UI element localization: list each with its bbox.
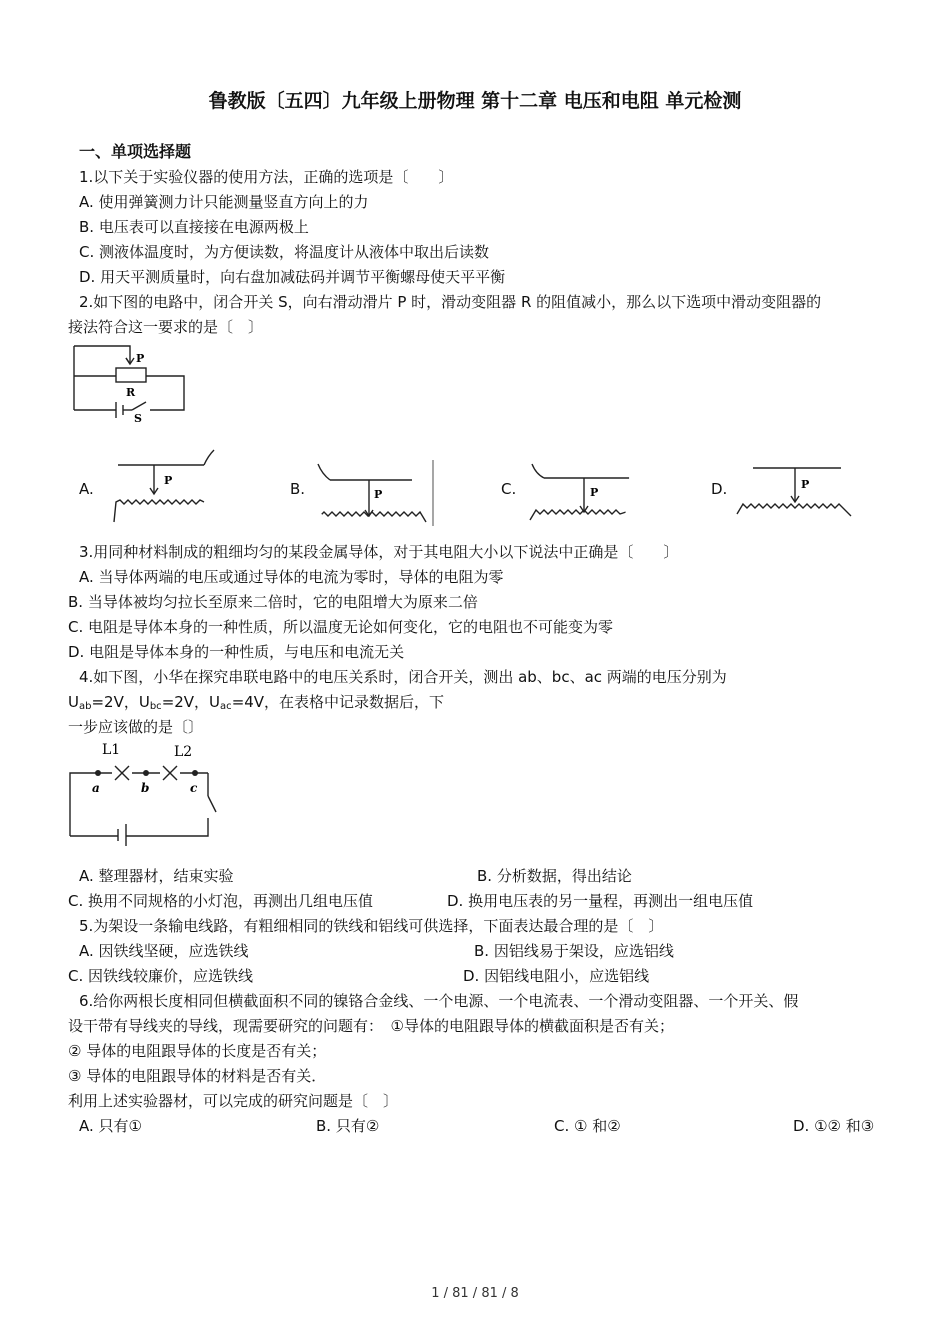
q6-stem-line4: ③ 导体的电阻跟导体的材料是否有关． <box>68 1067 327 1085</box>
fig-label-l2: L2 <box>174 744 193 760</box>
q2-option-d-figure <box>735 460 860 530</box>
fig-label-r: R <box>126 386 136 399</box>
q6-stem-line2: 设干带有导线夹的导线，现需要研究的问题有： ①导体的电阻跟导体的横截面积是否有关； <box>68 1017 674 1035</box>
q1-option-b: B. 电压表可以直接接在电源两极上 <box>79 218 309 236</box>
q1-option-a: A. 使用弹簧测力计只能测量竖直方向上的力 <box>79 193 369 211</box>
q4-option-b: B. 分析数据，得出结论 <box>477 867 632 885</box>
fig-a-label-p: P <box>164 474 173 487</box>
fig-label-c: c <box>190 781 198 795</box>
fig-label-a: a <box>92 781 100 795</box>
fig-c-label-p: P <box>590 486 599 499</box>
q3-option-d: D. 电阻是导体本身的一种性质，与电压和电流无关 <box>68 643 405 661</box>
q2-stem-line1: 2.如下图的电路中，闭合开关 S，向右滑动滑片 P 时，滑动变阻器 R 的阻值减小，那么以下选项中滑动变阻器的 <box>79 293 822 311</box>
q2-option-c-figure <box>528 460 638 530</box>
q5-option-a: A. 因铁线坚硬，应选铁线 <box>79 942 249 960</box>
q5-option-d: D. 因铝线电阻小，应选铝线 <box>463 967 650 985</box>
q2-option-a-figure <box>110 448 220 528</box>
q4-option-a: A. 整理器材，结束实验 <box>79 867 234 885</box>
q4-stem-line1: 4.如下图，小华在探究串联电路中的电压关系时，闭合开关，测出 ab、bc、ac 两端的电压分别为 <box>79 668 727 686</box>
q6-option-d: D. ①② 和③ <box>793 1117 875 1135</box>
q6-stem-line1: 6.给你两根长度相同但横截面积不同的镍铬合金线、一个电源、一个电流表、一个滑动变阻器、一个开关、假 <box>79 992 799 1010</box>
q6-option-a: A. 只有① <box>79 1117 142 1135</box>
q4-option-d: D. 换用电压表的另一量程，再测出一组电压值 <box>447 892 754 910</box>
q3-option-b: B. 当导体被均匀拉长至原来二倍时，它的电阻增大为原来二倍 <box>68 593 478 611</box>
q5-option-c: C. 因铁线较廉价，应选铁线 <box>68 967 254 985</box>
q2-option-b-label: B. <box>290 480 306 498</box>
q6-option-b: B. 只有② <box>316 1117 380 1135</box>
q2-option-d-label: D. <box>711 480 728 498</box>
q2-option-c-label: C. <box>501 480 517 498</box>
q2-option-a-label: A. <box>79 480 94 498</box>
q2-circuit-diagram <box>70 342 190 425</box>
fig-label-p: P <box>136 352 145 365</box>
q2-option-b-figure <box>312 460 437 530</box>
q3-option-a: A. 当导体两端的电压或通过导体的电流为零时，导体的电阻为零 <box>79 568 504 586</box>
q6-option-c: C. ① 和② <box>554 1117 621 1135</box>
fig-b-label-p: P <box>374 488 383 501</box>
q4-circuit-diagram <box>68 740 228 845</box>
section-heading: 一、单项选择题 <box>79 142 192 161</box>
q2-stem-line2: 接法符合这一要求的是〔 〕 <box>68 318 264 336</box>
q4-stem-line3: 一步应该做的是〔〕 <box>68 718 204 736</box>
q4-stem-line2: $U_{ab}=2V$，$U_{bc}=2V$，$U_{ac}=4V$，在表格中记录数据后，下 <box>68 693 445 712</box>
fig-label-b: b <box>141 781 150 795</box>
q3-option-c: C. 电阻是导体本身的一种性质，所以温度无论如何变化，它的电阻也不可能变为零 <box>68 618 614 636</box>
q1-stem: 1.以下关于实验仪器的使用方法，正确的选项是〔 〕 <box>79 168 454 186</box>
fig-d-label-p: P <box>801 478 810 491</box>
q1-option-d: D. 用天平测质量时，向右盘加减砝码并调节平衡螺母使天平平衡 <box>79 268 506 286</box>
q5-option-b: B. 因铝线易于架设，应选铝线 <box>474 942 674 960</box>
q6-stem-line3: ② 导体的电阻跟导体的长度是否有关； <box>68 1042 327 1060</box>
fig-label-l1: L1 <box>102 742 121 758</box>
page-title: 鲁教版〔五四〕九年级上册物理 第十二章 电压和电阻 单元检测 <box>208 90 742 112</box>
q4-option-c: C. 换用不同规格的小灯泡，再测出几组电压值 <box>68 892 374 910</box>
q6-stem-line5: 利用上述实验器材，可以完成的研究问题是〔 〕 <box>68 1092 399 1110</box>
q1-option-c: C. 测液体温度时，为方便读数，将温度计从液体中取出后读数 <box>79 243 490 261</box>
q5-stem: 5.为架设一条输电线路，有粗细相同的铁线和铝线可供选择，下面表达最合理的是〔 〕 <box>79 917 664 935</box>
fig-label-s: S <box>134 412 142 425</box>
q3-stem: 3.用同种材料制成的粗细均匀的某段金属导体，对于其电阻大小以下说法中正确是〔 〕 <box>79 543 679 561</box>
page-footer: 1 / 81 / 81 / 8 <box>431 1286 519 1301</box>
